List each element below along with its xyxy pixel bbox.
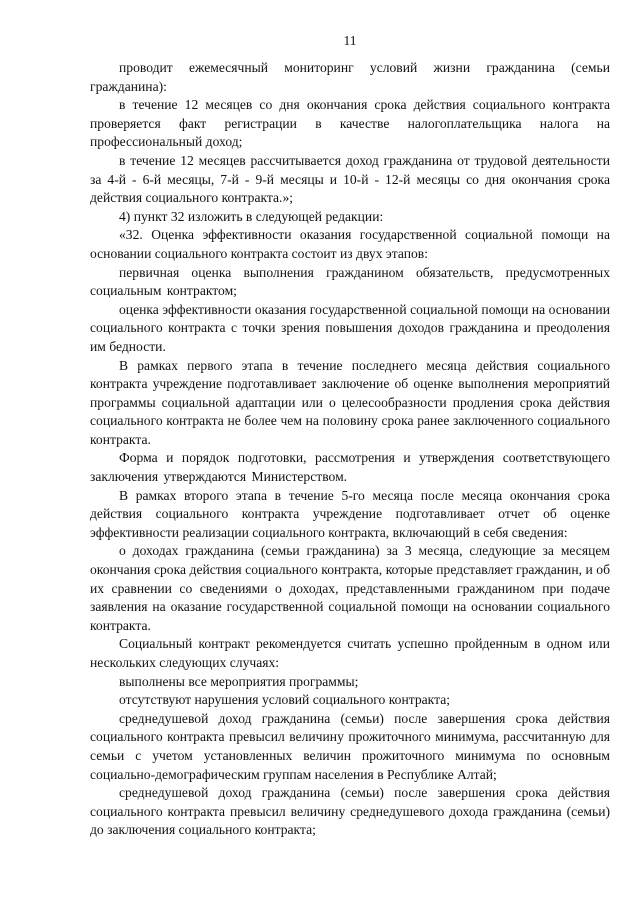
paragraph: выполнены все мероприятия программы;: [119, 673, 359, 689]
paragraph: о доходах гражданина (семьи гражданина) за 3 месяца, следующие за месяцем окончания срока действия социального контракта, которые представляет гражданин, и об их сравнении со сведениями о доходах, представленными гражданином при подаче заявления на оказание государственной социальной помощи на основании социального контракта.: [90, 543, 610, 633]
paragraph: «32. Оценка эффективности оказания государственной социальной помощи на основании социального контракта состоит из двух этапов:: [90, 227, 610, 261]
document-body: [90, 59, 610, 840]
paragraph: В рамках первого этапа в течение последнего месяца действия социального контракта учреждение подготавливает заключение об оценке выполнения мероприятий программы социальной адаптации или о целесообразности продления срока действия социального контракта не более чем на половину срока ранее заключенного социального контракта.: [90, 357, 610, 447]
paragraph: В рамках второго этапа в течение 5-го месяца после месяца окончания срока действия социального контракта учреждение подготавливает отчет об оценке эффективности реализации социального контракта, включающий в себя сведения:: [90, 487, 610, 540]
paragraph: отсутствуют нарушения условий социального контракта;: [119, 692, 451, 708]
paragraph: первичная оценка выполнения гражданином обязательств, предусмотренных социальным контрактом;: [90, 264, 610, 299]
document-page: [90, 0, 610, 840]
page-number: 11: [343, 33, 357, 48]
paragraph: среднедушевой доход гражданина (семьи) после завершения срока действия социального контракта превысил величину прожиточного минимума, рассчитанную для семьи с учетом установленных величин прожиточного минимума по основным социально-демографическим группам населения в Республике Алтай;: [90, 710, 610, 782]
paragraph: в течение 12 месяцев со дня окончания срока действия социального контракта проверяется факт регистрации в качестве налогоплательщика налога на профессиональный доход;: [90, 97, 610, 150]
paragraph: Форма и порядок подготовки, рассмотрения и утверждения соответствующего заключения утверждаются Министерством.: [90, 450, 610, 485]
paragraph: проводит ежемесячный мониторинг условий жизни гражданина (семьи гражданина):: [90, 60, 610, 94]
paragraph: Социальный контракт рекомендуется считать успешно пройденным в одном или нескольких следующих случаях:: [90, 636, 610, 670]
paragraph: среднедушевой доход гражданина (семьи) после завершения срока действия социального контракта превысил величину среднедушевого дохода гражданина (семьи) до заключения социального контракта;: [90, 785, 610, 838]
paragraph: оценка эффективности оказания государственной социальной помощи на основании социального контракта с точки зрения повышения доходов гражданина и преодоления им бедности.: [90, 301, 610, 354]
paragraph: в течение 12 месяцев рассчитывается доход гражданина от трудовой деятельности за 4-й - 6-й месяцы, 7-й - 9-й месяцы и 10-й - 12-й месяцы со дня окончания срока действия социального контракта.»;: [90, 152, 610, 206]
paragraph: 4) пункт 32 изложить в следующей редакции:: [119, 208, 384, 224]
